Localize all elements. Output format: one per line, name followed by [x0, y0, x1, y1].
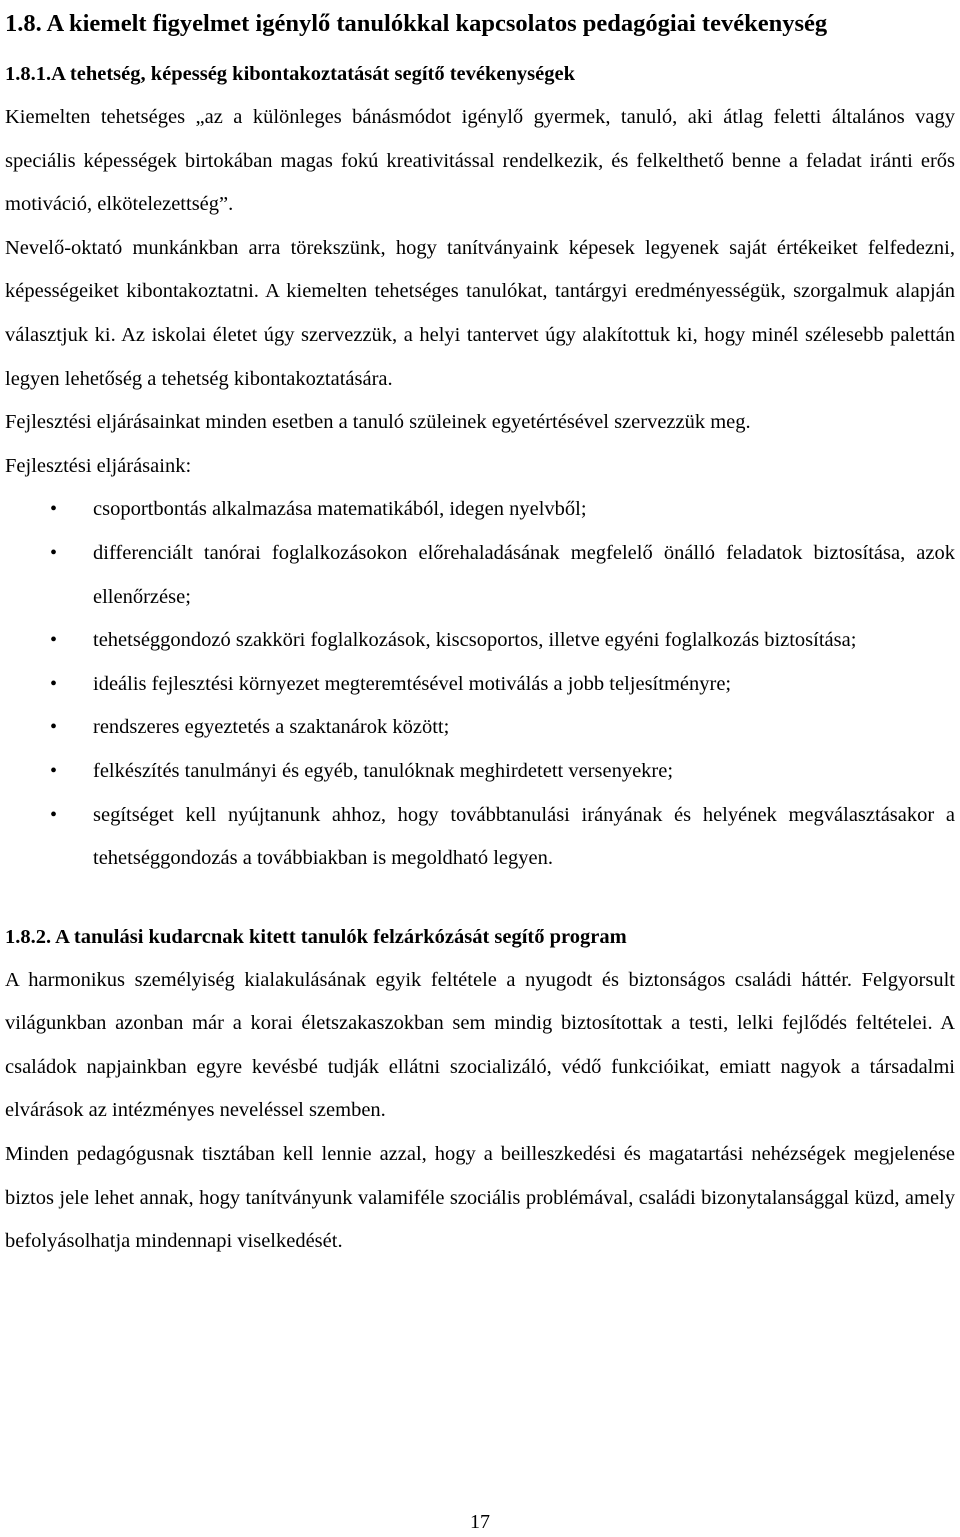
section-1-paragraph-1: Kiemelten tehetséges „az a különleges bánásmódot igénylő gyermek, tanuló, aki átlag feletti általános vagy speciális képességek birtokában magas fokú kreativitással rendelkezik, és felkelthető benne a feladat iránti erős motiváció, elkötelezettség”.: [5, 106, 955, 216]
list-item-text: tehetséggondozó szakköri foglalkozások, kiscsoportos, illetve egyéni foglalkozás biztosítása;: [93, 629, 857, 652]
bullet-icon: •: [50, 629, 58, 652]
list-item: [5, 750, 955, 794]
list-item-text: differenciált tanórai foglalkozásokon előrehaladásának megfelelő önálló feladatok biztosítása, azok ellenőrzése;: [93, 541, 955, 608]
list-item: [5, 706, 955, 750]
development-methods-list: [5, 488, 955, 880]
list-item: [5, 488, 955, 532]
list-item-text: ideális fejlesztési környezet megteremtésével motiválás a jobb teljesítményre;: [93, 672, 732, 695]
list-item-text: csoportbontás alkalmazása matematikából, idegen nyelvből;: [93, 498, 587, 521]
bullet-icon: •: [50, 541, 58, 564]
list-item-text: segítséget kell nyújtanunk ahhoz, hogy továbbtanulási irányának és helyének megválasztásakor a tehetséggondozás a továbbiakban is megoldható legyen.: [93, 803, 955, 870]
bullet-icon: •: [50, 759, 58, 782]
list-item: [5, 663, 955, 707]
section-1-paragraph-2: Nevelő-oktató munkánkban arra törekszünk, hogy tanítványaink képesek legyenek saját értékeiket felfedezni, képességeiket kibontakoztatni. A kiemelten tehetséges tanulókat, tantárgyi eredményességük, szorgalmuk alapján választjuk ki. Az iskolai életet úgy szervezzük, a helyi tantervet úgy alakítottuk ki, hogy minél szélesebb palettán legyen lehetőség a tehetség kibontakoztatására.: [5, 236, 955, 390]
section-2-paragraph-2: Minden pedagógusnak tisztában kell lennie azzal, hogy a beilleszkedési és magatartási nehézségek megjelenése biztos jele lehet annak, hogy tanítványunk valamiféle szociális problémával, családi bizonytalansággal küzd, amely befolyásolhatja mindennapi viselkedését.: [5, 1143, 955, 1253]
list-item: [5, 794, 955, 881]
list-item-text: rendszeres egyeztetés a szaktanárok között;: [93, 716, 450, 739]
section-1-paragraph-3: Fejlesztési eljárásainkat minden esetben a tanuló szüleinek egyetértésével szervezzük meg.: [5, 411, 751, 434]
section-2-paragraph-1: A harmonikus személyiség kialakulásának egyik feltétele a nyugodt és biztonságos családi háttér. Felgyorsult világunkban azonban már a korai életszakaszokban sem mindig biztosítottak a testi, lelki fejlődés feltételei. A családok napjainkban egyre kevésbé tudják ellátni szocializáló, védő funkcióikat, emiatt nagyok a társadalmi elvárások az intézményes neveléssel szemben.: [5, 968, 955, 1122]
bullet-icon: •: [50, 716, 58, 739]
section-1-title: 1.8.1.A tehetség, képesség kibontakoztatását segítő tevékenységek: [5, 63, 575, 85]
bullet-icon: •: [50, 672, 58, 695]
list-item: [5, 532, 955, 619]
page-number: 17: [470, 1511, 490, 1533]
list-item-text: felkészítés tanulmányi és egyéb, tanulóknak meghirdetett versenyekre;: [93, 759, 674, 782]
bullet-icon: •: [50, 498, 58, 521]
document-page: [5, 0, 955, 1264]
chapter-heading: 1.8. A kiemelt figyelmet igénylő tanulókkal kapcsolatos pedagógiai tevékenység: [5, 10, 828, 37]
bullet-icon: •: [50, 803, 58, 826]
list-item: [5, 619, 955, 663]
section-2-title: 1.8.2. A tanulási kudarcnak kitett tanulók felzárkózását segítő program: [5, 925, 627, 948]
section-1-list-intro: Fejlesztési eljárásaink:: [5, 454, 192, 477]
